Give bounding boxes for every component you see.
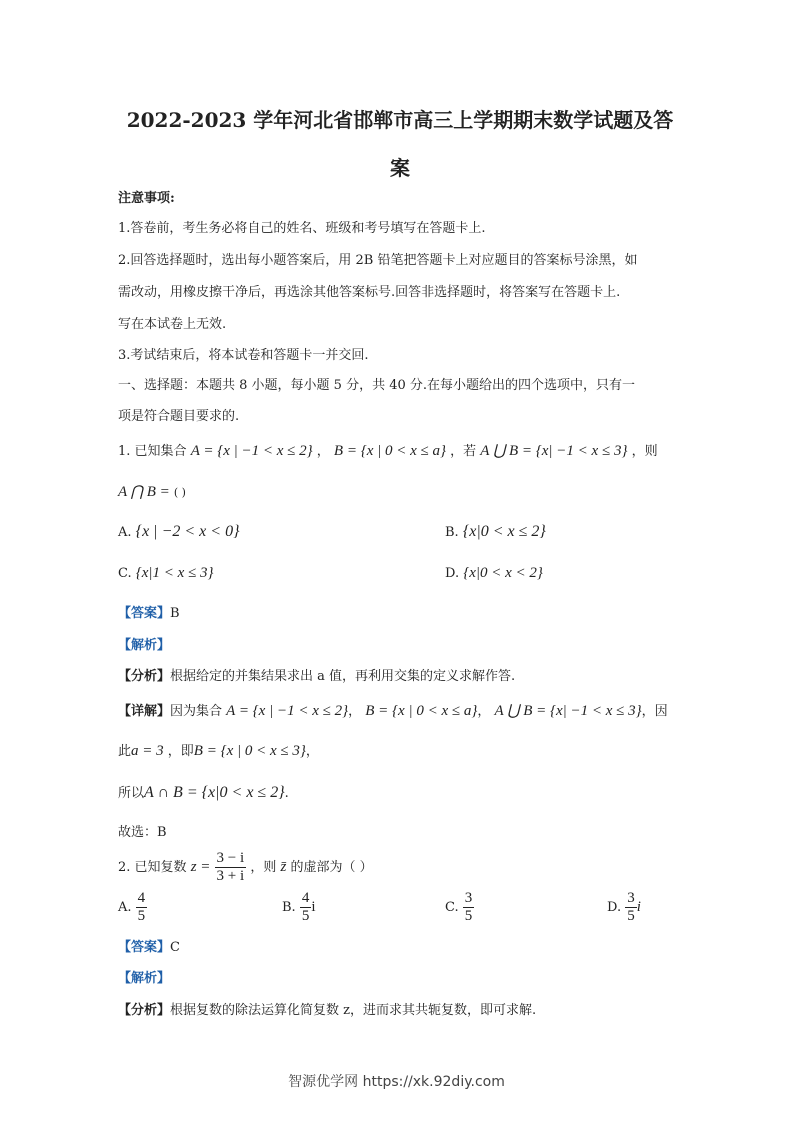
title-line-2: 案 (390, 156, 410, 180)
q1-xiangjie-2: 此a = 3 ，即B = {x | 0 < x ≤ 3}， (118, 743, 319, 759)
q1-ze: ，则 (631, 444, 658, 459)
q2-option-b: B. $\frac{4}{5}$ i (282, 890, 316, 924)
title-line-1: 2022-2023 学年河北省邯郸市高三上学期期末数学试题及答 (126, 108, 674, 132)
q2-fraction: $\frac{3 - i}{3 + i}$ (216, 850, 245, 884)
q1-answer (118, 602, 180, 621)
section-heading-1: 一、选择题：本题共 8 小题，每小题 5 分，共 40 分.在每小题给出的四个选项中，只有一 (118, 378, 636, 393)
q2-jiexi-tag: 【解析】 (118, 971, 171, 986)
q1-option-a: A. {x | −2 < x < 0} (118, 523, 240, 540)
q1-xiangjie-3: 所以A ∩ B = {x|0 < x ≤ 2}. (118, 784, 289, 801)
note-item-1: 1.答卷前，考生务必将自己的姓名、班级和考号填写在答题卡上. (118, 221, 486, 236)
q2-option-a: A. $\frac{4}{5}$ (118, 890, 146, 924)
q1-set-b: B = {x | 0 < x ≤ a} (333, 443, 446, 459)
q1-ruo: ，若 (450, 444, 477, 459)
q1-set-a: A = {x | −1 < x ≤ 2} (190, 443, 313, 459)
q1-gu: 故选：B (118, 825, 167, 840)
note-item-3: 3.考试结束后，将本试卷和答题卡一并交回. (118, 348, 369, 363)
q1-paren: ( ) (173, 486, 186, 499)
section-heading-2: 项是符合题目要求的. (118, 409, 240, 424)
note-item-2a: 2.回答选择题时，选出每小题答案后，用 2B 铅笔把答题卡上对应题目的答案标号涂黑，如 (118, 253, 638, 268)
q1-answer-value: B (170, 606, 180, 621)
q1-prefix: 1. 已知集合 (118, 444, 187, 459)
note-item-2b: 需改动，用橡皮擦干净后，再选涂其他答案标号.回答非选择题时，将答案写在答题卡上. (118, 285, 621, 300)
q1-option-d: D. {x|0 < x < 2} (445, 565, 543, 581)
q1-intersection: A ⋂ B = (118, 484, 170, 500)
q2-option-c: C. $\frac{3}{5}$ (445, 890, 473, 924)
document-title (110, 96, 690, 192)
q1-union: A ⋃ B = {x| −1 < x ≤ 3} (480, 443, 628, 459)
q1-fenxi: 【分析】根据给定的并集结果求出 a 值，再利用交集的定义求解作答. (118, 669, 516, 684)
notes-heading: 注意事项: (118, 191, 175, 206)
q2-answer: 【答案】C (118, 940, 180, 955)
q2-stem: 2. 已知复数 z = $\frac{3 - i}{3 + i}$ ，则 z̄ 的虚部为（ ） (118, 850, 373, 884)
answer-tag: 【答案】 (118, 606, 171, 621)
q2-fenxi: 【分析】根据复数的除法运算化简复数 z，进而求其共轭复数，即可求解. (118, 1003, 537, 1018)
q2-option-d: D. $\frac{3}{5}$ i (607, 890, 641, 924)
q1-ask (118, 482, 186, 501)
q1-xiangjie-1: 【详解】因为集合 A = {x | −1 < x ≤ 2}， B = {x | 0 < x ≤ a}， A ⋃ B = {x| −1 < x ≤ 3}，因 (118, 703, 668, 719)
q1-option-b: B. {x|0 < x ≤ 2} (445, 523, 546, 540)
q1-option-c: C. {x|1 < x ≤ 3} (118, 565, 214, 581)
footer-watermark: 智源优学网 https://xk.92diy.com (288, 1074, 505, 1090)
q1-stem: 1. 已知集合 A = {x | −1 < x ≤ 2} ， B = {x | 0 < x ≤ a} ，若 A ⋃ B = {x| −1 < x ≤ 3} ，则 (118, 443, 658, 459)
note-item-2c: 写在本试卷上无效. (118, 317, 227, 332)
q1-jiexi-tag: 【解析】 (118, 638, 171, 653)
